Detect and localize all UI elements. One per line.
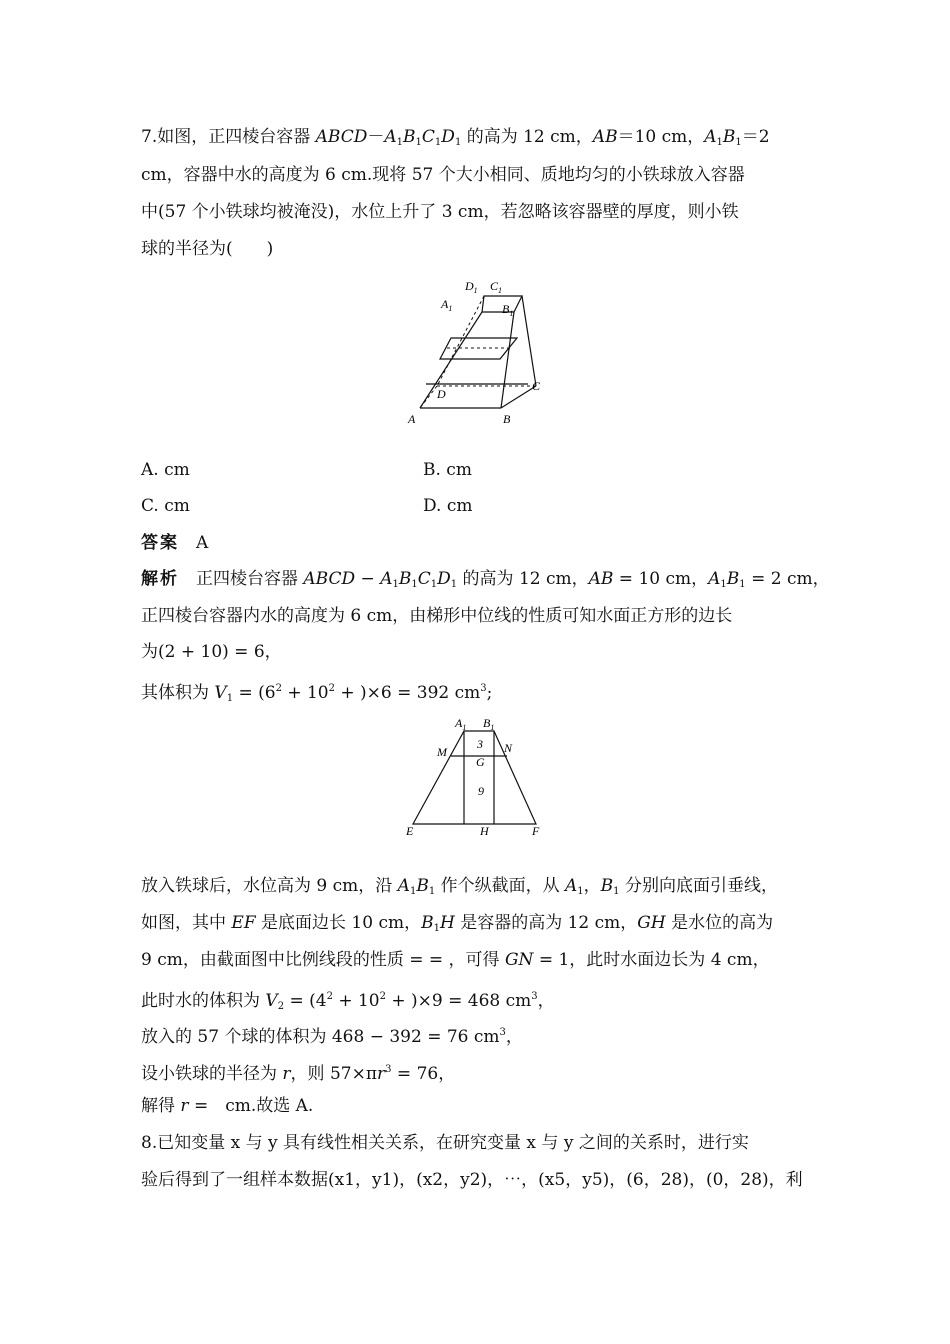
analysis-line-3: 为(2 + 10) = 6， — [141, 642, 282, 662]
label-3: 3 — [477, 737, 483, 751]
answer-value: A — [196, 533, 209, 553]
q8-line-2: 验后得到了一组样本数据(x1，y1)，(x2，y2)，⋯，(x5，y5)，(6，28)，(0，28)，利 — [141, 1170, 803, 1190]
label-b: B — [503, 412, 511, 426]
q7-line-4: 球的半径为( ) — [141, 239, 274, 259]
answer-label: 答案 — [141, 533, 179, 553]
analysis-label: 解析 — [141, 569, 179, 589]
analysis-line-1: 解析 正四棱台容器 ABCD − $A_1B_1C_1D_1$ 的高为 12 cm，AB = 10 cm，$A_1B_1 = 2$ cm， — [141, 569, 830, 590]
analysis-line-10: 设小铁球的半径为 r，则 $57\times\pi r^3 = 76$， — [141, 1064, 456, 1084]
option-d[interactable]: D. cm — [423, 496, 473, 516]
label-a: A — [408, 412, 416, 426]
label-b1: $B_1$ — [502, 302, 514, 318]
analysis-line-4: 其体积为 $V_1 = (6^2 + 10^2 + )\times 6 = 392$ $cm^3$; — [141, 683, 493, 704]
label-m: M — [437, 745, 447, 759]
option-b[interactable]: B. cm — [423, 460, 472, 480]
answer-line — [141, 531, 208, 555]
label-a1: $A_1$ — [441, 297, 453, 313]
frustum-figure — [406, 275, 546, 435]
label-h: H — [480, 824, 489, 838]
q7-line-1: 7.如图，正四棱台容器 $ABCD-A_1B_1C_1D_1$ 的高为 12 cm，AB＝10 cm，$A_1B_1=2$ — [141, 127, 770, 148]
analysis-line-2: 正四棱台容器内水的高度为 6 cm，由梯形中位线的性质可知水面正方形的边长 — [141, 606, 733, 626]
cross-section-figure — [400, 712, 550, 840]
q7-line-3: 中(57 个小铁球均被淹没)，水位上升了 3 cm，若忽略该容器壁的厚度，则小铁 — [141, 202, 739, 222]
analysis-line-11: 解得 r = cm.故选 A. — [141, 1096, 314, 1116]
analysis-line-6: 如图，其中 EF 是底面边长 10 cm，$B_1H$ 是容器的高为 12 cm，GH 是水位的高为 — [141, 913, 774, 934]
analysis-line-5: 放入铁球后，水位高为 9 cm，沿 $A_1B_1$ 作个纵截面，从 $A_1$，$B_1$ 分别向底面引垂线， — [141, 876, 778, 897]
label-c: C — [532, 379, 541, 393]
label-n: N — [504, 741, 513, 755]
label-b1: $B_1$ — [483, 716, 495, 732]
label-c1: $C_1$ — [490, 279, 503, 295]
option-c[interactable]: C. cm — [141, 496, 190, 516]
label-d: D — [437, 387, 446, 401]
analysis-line-9: 放入的 57 个球的体积为 468 − 392 = 76 $cm^3$， — [141, 1027, 523, 1047]
label-d1: $D_1$ — [465, 279, 478, 295]
label-g: G — [476, 755, 485, 769]
label-a1: $A_1$ — [455, 716, 467, 732]
q7-line-2: cm，容器中水的高度为 6 cm.现将 57 个大小相同、质地均匀的小铁球放入容器 — [141, 165, 745, 185]
label-9: 9 — [478, 784, 484, 798]
label-f: F — [532, 824, 540, 838]
option-a[interactable]: A. cm — [141, 460, 190, 480]
analysis-line-8: 此时水的体积为 $V_2 = (4^2 + 10^2 + )\times 9 = 468$ $cm^3$， — [141, 991, 555, 1012]
q8-line-1: 8.已知变量 x 与 y 具有线性相关关系，在研究变量 x 与 y 之间的关系时，进行实 — [141, 1133, 749, 1153]
label-e: E — [406, 824, 414, 838]
analysis-line-7: 9 cm，由截面图中比例线段的性质 = = ，可得 GN = 1，此时水面边长为 4 cm， — [141, 950, 770, 970]
